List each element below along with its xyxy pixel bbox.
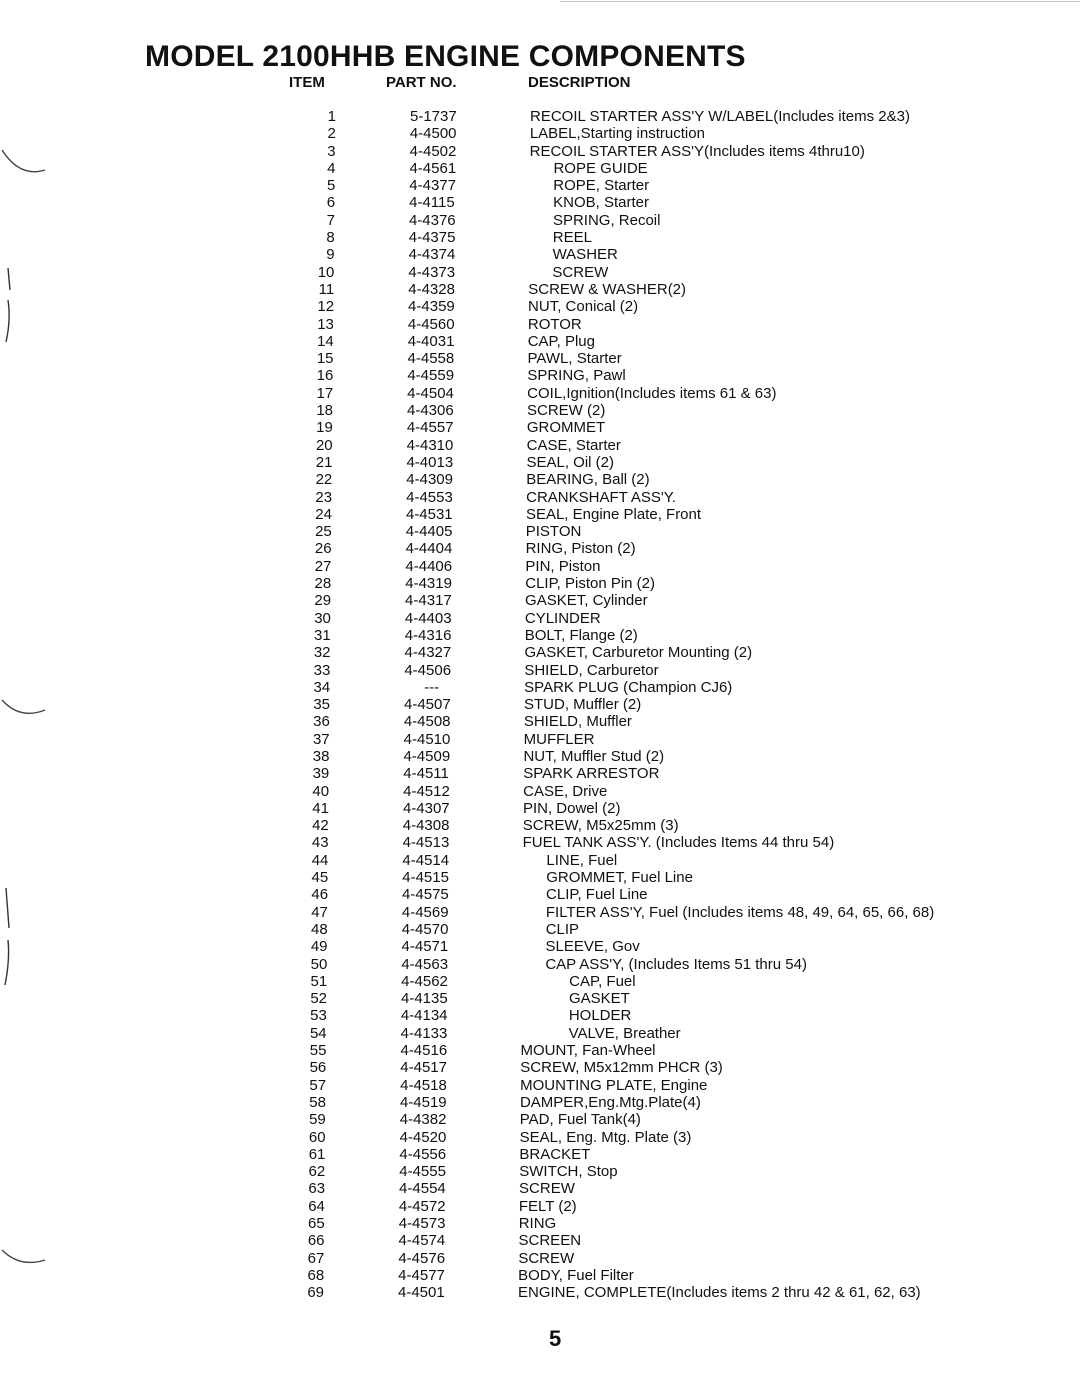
part-description: COIL,Ignition(Includes items 61 & 63) xyxy=(527,384,777,402)
item-number: 33 xyxy=(313,661,331,679)
part-number: 4-4519 xyxy=(399,1093,447,1111)
table-row xyxy=(0,783,1080,800)
part-number: 4-4575 xyxy=(402,886,449,904)
part-description: RING xyxy=(518,1215,557,1232)
table-row xyxy=(0,886,1080,903)
item-number: 15 xyxy=(316,350,334,368)
table-row xyxy=(0,610,1080,627)
part-description: SEAL, Engine Plate, Front xyxy=(525,505,702,523)
table-row xyxy=(0,229,1080,246)
part-description: CAP, Fuel xyxy=(569,972,636,990)
item-number: 2 xyxy=(327,125,336,143)
part-number: 4-4133 xyxy=(400,1024,448,1042)
part-description: PISTON xyxy=(525,523,582,541)
part-description: CYLINDER xyxy=(524,609,601,627)
item-number: 62 xyxy=(308,1163,326,1181)
part-number: 4-4563 xyxy=(401,955,449,973)
table-row xyxy=(0,973,1080,990)
table-row xyxy=(0,852,1080,869)
table-row xyxy=(0,160,1080,177)
item-number: 25 xyxy=(315,523,332,541)
part-number: 4-4115 xyxy=(409,194,455,212)
part-number: 4-4514 xyxy=(402,851,450,869)
item-number: 5 xyxy=(326,177,336,195)
part-description: PAD, Fuel Tank(4) xyxy=(519,1111,641,1129)
part-description: CRANKSHAFT ASS'Y. xyxy=(526,488,676,506)
item-number: 6 xyxy=(326,194,336,212)
item-number: 30 xyxy=(314,609,331,627)
table-row xyxy=(0,1077,1080,1094)
item-number: 48 xyxy=(311,920,328,938)
table-row xyxy=(0,921,1080,938)
table-row xyxy=(0,367,1080,384)
table-row xyxy=(0,662,1080,679)
part-description: NUT, Muffler Stud (2) xyxy=(523,747,665,765)
part-number: 4-4553 xyxy=(406,488,453,506)
item-number: 41 xyxy=(312,799,329,817)
part-number: 4-4319 xyxy=(405,575,452,593)
part-number: 4-4520 xyxy=(399,1128,447,1146)
part-number: 4-4328 xyxy=(408,280,455,298)
item-number: 56 xyxy=(309,1059,327,1077)
table-row xyxy=(0,1215,1080,1232)
part-description: GASKET, Cylinder xyxy=(525,592,648,610)
table-row xyxy=(0,1059,1080,1076)
part-number: 4-4508 xyxy=(403,713,451,731)
table-row xyxy=(0,990,1080,1007)
table-row xyxy=(0,1111,1080,1128)
part-description: NUT, Conical (2) xyxy=(528,298,639,316)
part-description: DAMPER,Eng.Mtg.Plate(4) xyxy=(519,1093,701,1111)
parts-list xyxy=(0,108,1080,1301)
item-number: 3 xyxy=(327,142,336,160)
item-number: 10 xyxy=(317,263,335,281)
part-number: 4-4377 xyxy=(409,177,456,195)
part-number: 4-4359 xyxy=(408,298,455,316)
item-number: 22 xyxy=(315,471,333,489)
table-row xyxy=(0,350,1080,367)
table-row xyxy=(0,1180,1080,1197)
part-description: SPRING, Pawl xyxy=(527,367,626,385)
part-number: 4-4557 xyxy=(406,419,454,437)
item-number: 37 xyxy=(312,730,330,748)
item-number: 45 xyxy=(311,869,329,887)
item-number: 24 xyxy=(315,505,332,523)
part-description: CAP, Plug xyxy=(527,332,595,350)
table-row xyxy=(0,489,1080,506)
item-number: 4 xyxy=(327,159,336,177)
part-number: 4-4509 xyxy=(403,747,451,765)
part-description: BOLT, Flange (2) xyxy=(524,626,638,644)
part-number: 4-4515 xyxy=(402,869,449,887)
item-number: 32 xyxy=(313,644,331,662)
part-number: 4-4517 xyxy=(400,1059,447,1077)
item-number: 18 xyxy=(316,402,333,420)
part-description: SCREW, M5x12mm PHCR (3) xyxy=(520,1059,723,1077)
table-row xyxy=(0,194,1080,211)
table-row xyxy=(0,246,1080,263)
part-description: GASKET, Carburetor Mounting (2) xyxy=(524,644,753,662)
part-description: RING, Piston (2) xyxy=(525,540,636,558)
part-number: 4-4518 xyxy=(400,1076,447,1094)
part-number: 4-4013 xyxy=(406,453,454,471)
part-number: 4-4555 xyxy=(399,1163,446,1181)
part-description: SEAL, Eng. Mtg. Plate (3) xyxy=(519,1128,692,1146)
table-row xyxy=(0,1163,1080,1180)
part-description: SCREW xyxy=(519,1180,575,1198)
part-number: 4-4511 xyxy=(403,765,449,783)
table-row xyxy=(0,281,1080,298)
table-row xyxy=(0,1007,1080,1024)
part-description: SLEEVE, Gov xyxy=(545,938,640,956)
item-number: 55 xyxy=(309,1042,327,1060)
item-number: 16 xyxy=(316,367,334,385)
table-row xyxy=(0,454,1080,471)
table-row xyxy=(0,298,1080,315)
page-number: 5 xyxy=(549,1326,562,1351)
part-description: LINE, Fuel xyxy=(546,851,618,869)
part-number: 4-4531 xyxy=(405,505,453,523)
item-number: 1 xyxy=(327,108,336,125)
item-number: 46 xyxy=(311,886,329,904)
part-number: 4-4316 xyxy=(404,626,452,644)
table-row xyxy=(0,627,1080,644)
item-number: 64 xyxy=(308,1197,325,1215)
item-number: 23 xyxy=(315,488,333,506)
part-description: ROTOR xyxy=(527,315,582,333)
item-number: 54 xyxy=(309,1024,327,1042)
part-number: 4-4309 xyxy=(406,471,453,489)
table-row xyxy=(0,316,1080,333)
part-description: KNOB, Starter xyxy=(553,194,649,212)
table-row xyxy=(0,1094,1080,1111)
table-row xyxy=(0,506,1080,523)
part-number: 4-4406 xyxy=(405,557,453,575)
item-number: 60 xyxy=(308,1128,326,1146)
item-number: 40 xyxy=(312,782,330,800)
part-description: SEAL, Oil (2) xyxy=(526,453,614,471)
part-number: 4-4376 xyxy=(408,211,456,229)
part-description: RECOIL STARTER ASS'Y W/LABEL(Includes items 2&3) xyxy=(530,108,910,125)
part-description: ENGINE, COMPLETE(Includes items 2 thru 42 & 61, 62, 63) xyxy=(518,1284,921,1302)
part-number: 4-4375 xyxy=(408,229,456,247)
part-description: WASHER xyxy=(552,246,618,264)
part-description: BODY, Fuel Filter xyxy=(518,1266,634,1284)
item-number: 17 xyxy=(316,384,334,402)
part-number: 4-4500 xyxy=(409,125,457,143)
table-row xyxy=(0,834,1080,851)
table-row xyxy=(0,264,1080,281)
table-row xyxy=(0,402,1080,419)
part-description: CASE, Drive xyxy=(523,782,608,800)
part-description: SHIELD, Carburetor xyxy=(524,661,659,679)
item-number: 7 xyxy=(326,211,335,229)
item-number: 35 xyxy=(313,696,330,714)
part-number: 4-4573 xyxy=(398,1215,446,1232)
item-number: 27 xyxy=(314,557,332,575)
part-number: 4-4403 xyxy=(404,609,452,627)
item-number: 39 xyxy=(312,765,330,783)
part-description: REEL xyxy=(552,229,592,247)
table-row xyxy=(0,644,1080,661)
part-description: FUEL TANK ASS'Y. (Includes Items 44 thru 54) xyxy=(522,834,835,852)
part-number: 4-4506 xyxy=(404,661,452,679)
item-number: 21 xyxy=(315,453,333,471)
item-number: 66 xyxy=(307,1232,325,1250)
part-description: PIN, Piston xyxy=(525,557,601,575)
part-number: 4-4135 xyxy=(401,990,448,1008)
part-description: PAWL, Starter xyxy=(527,350,622,368)
table-row xyxy=(0,696,1080,713)
item-number: 65 xyxy=(308,1215,325,1232)
part-number: 4-4569 xyxy=(401,903,449,921)
part-number: 4-4577 xyxy=(398,1266,445,1284)
item-number: 68 xyxy=(307,1266,325,1284)
item-number: 13 xyxy=(317,315,334,333)
table-row xyxy=(0,523,1080,540)
part-number: 4-4317 xyxy=(405,592,452,610)
item-number: 20 xyxy=(315,436,333,454)
part-description: CASE, Starter xyxy=(526,436,621,454)
table-row xyxy=(0,679,1080,696)
item-number: 28 xyxy=(314,575,332,593)
column-header-item: ITEM xyxy=(289,74,325,91)
table-row xyxy=(0,333,1080,350)
part-number: 4-4574 xyxy=(398,1232,446,1250)
part-number: --- xyxy=(424,678,440,696)
table-row xyxy=(0,800,1080,817)
item-number: 51 xyxy=(310,972,328,990)
part-number: 4-4570 xyxy=(401,920,449,938)
table-row xyxy=(0,731,1080,748)
part-number: 4-4031 xyxy=(407,332,455,350)
table-row xyxy=(0,1025,1080,1042)
table-row xyxy=(0,748,1080,765)
item-number: 63 xyxy=(308,1180,326,1198)
part-description: CLIP xyxy=(545,920,580,938)
item-number: 43 xyxy=(311,834,329,852)
part-number: 4-4562 xyxy=(401,972,448,990)
part-description: SCREW xyxy=(552,263,609,281)
table-row xyxy=(0,177,1080,194)
table-row xyxy=(0,1232,1080,1249)
part-number: 4-4556 xyxy=(399,1145,447,1163)
part-description: SCREW xyxy=(518,1249,575,1267)
table-row xyxy=(0,575,1080,592)
table-row xyxy=(0,713,1080,730)
part-description: STUD, Muffler (2) xyxy=(524,696,642,714)
item-number: 26 xyxy=(314,540,332,558)
part-description: ROPE, Starter xyxy=(553,177,650,195)
part-number: 4-4561 xyxy=(409,159,457,177)
table-row xyxy=(0,471,1080,488)
part-description: SCREW (2) xyxy=(527,402,606,420)
part-number: 4-4513 xyxy=(402,834,450,852)
part-number: 4-4382 xyxy=(399,1111,447,1129)
item-number: 36 xyxy=(313,713,330,731)
part-number: 4-4374 xyxy=(408,246,456,264)
part-description: ROPE GUIDE xyxy=(553,159,648,177)
item-number: 44 xyxy=(311,851,329,869)
table-row xyxy=(0,212,1080,229)
table-row xyxy=(0,1267,1080,1284)
table-row xyxy=(0,540,1080,557)
table-row xyxy=(0,1129,1080,1146)
part-number: 4-4310 xyxy=(406,436,454,454)
part-description: SCREEN xyxy=(518,1232,582,1250)
column-header-description: DESCRIPTION xyxy=(528,74,631,91)
part-description: MUFFLER xyxy=(523,730,595,748)
top-rule xyxy=(560,1,1080,2)
part-description: SCREW & WASHER(2) xyxy=(528,280,687,298)
part-number: 4-4554 xyxy=(399,1180,446,1198)
item-number: 59 xyxy=(309,1111,326,1129)
table-row xyxy=(0,419,1080,436)
part-description: SPARK PLUG (Champion CJ6) xyxy=(524,678,733,696)
part-number: 4-4306 xyxy=(407,402,454,420)
item-number: 61 xyxy=(308,1145,326,1163)
part-number: 4-4510 xyxy=(403,730,451,748)
part-description: CLIP, Piston Pin (2) xyxy=(525,575,656,593)
part-number: 4-4308 xyxy=(402,817,450,835)
item-number: 67 xyxy=(307,1249,325,1267)
part-description: BRACKET xyxy=(519,1145,591,1163)
table-row xyxy=(0,1250,1080,1267)
part-description: SWITCH, Stop xyxy=(519,1163,618,1181)
part-number: 4-4134 xyxy=(400,1007,448,1025)
item-number: 53 xyxy=(310,1007,327,1025)
item-number: 50 xyxy=(310,955,328,973)
page-title: MODEL 2100HHB ENGINE COMPONENTS xyxy=(145,40,746,73)
item-number: 14 xyxy=(317,332,334,350)
part-number: 4-4504 xyxy=(407,384,454,402)
part-description: FILTER ASS'Y, Fuel (Includes items 48, 49, 64, 65, 66, 68) xyxy=(545,903,935,921)
part-description: SPARK ARRESTOR xyxy=(523,765,660,783)
table-row xyxy=(0,1284,1080,1301)
part-number: 4-4404 xyxy=(405,540,453,558)
item-number: 11 xyxy=(318,280,335,298)
part-description: VALVE, Breather xyxy=(568,1024,681,1042)
item-number: 8 xyxy=(326,229,335,247)
part-number: 4-4501 xyxy=(398,1284,445,1302)
table-row xyxy=(0,817,1080,834)
column-header-part-no: PART NO. xyxy=(386,74,457,91)
item-number: 34 xyxy=(313,678,331,696)
part-number: 4-4327 xyxy=(404,644,452,662)
part-description: SHIELD, Muffler xyxy=(523,713,632,731)
table-row xyxy=(0,143,1080,160)
part-number: 4-4507 xyxy=(404,696,451,714)
item-number: 57 xyxy=(309,1076,327,1094)
item-number: 9 xyxy=(326,246,335,264)
part-description: BEARING, Ball (2) xyxy=(526,471,650,489)
part-description: GROMMET xyxy=(526,419,606,437)
table-row xyxy=(0,956,1080,973)
table-row xyxy=(0,125,1080,142)
part-number: 4-4560 xyxy=(407,315,455,333)
part-description: SPRING, Recoil xyxy=(552,211,661,229)
part-number: 4-4571 xyxy=(401,938,449,956)
table-row xyxy=(0,765,1080,782)
part-description: CLIP, Fuel Line xyxy=(546,886,648,904)
part-description: GROMMET, Fuel Line xyxy=(546,869,693,887)
part-number: 4-4512 xyxy=(403,782,450,800)
item-number: 31 xyxy=(314,626,331,644)
table-row xyxy=(0,108,1080,125)
part-description: FELT (2) xyxy=(518,1197,577,1215)
part-number: 4-4559 xyxy=(407,367,455,385)
part-number: 4-4576 xyxy=(398,1249,446,1267)
table-row xyxy=(0,1146,1080,1163)
part-number: 4-4516 xyxy=(400,1042,448,1060)
item-number: 29 xyxy=(314,592,332,610)
item-number: 19 xyxy=(316,419,333,437)
item-number: 52 xyxy=(310,990,327,1008)
item-number: 58 xyxy=(309,1093,326,1111)
item-number: 69 xyxy=(307,1284,324,1302)
table-row xyxy=(0,938,1080,955)
item-number: 47 xyxy=(311,903,328,921)
part-description: PIN, Dowel (2) xyxy=(522,799,621,817)
part-number: 4-4558 xyxy=(407,350,455,368)
table-row xyxy=(0,385,1080,402)
part-description: CAP ASS'Y, (Includes Items 51 thru 54) xyxy=(545,955,807,973)
table-row xyxy=(0,904,1080,921)
part-description: GASKET xyxy=(569,990,630,1008)
item-number: 42 xyxy=(312,817,329,835)
part-description: HOLDER xyxy=(568,1007,632,1025)
table-row xyxy=(0,558,1080,575)
table-row xyxy=(0,1042,1080,1059)
item-number: 12 xyxy=(317,298,335,316)
part-number: 4-4307 xyxy=(402,799,450,817)
part-description: SCREW, M5x25mm (3) xyxy=(522,817,679,835)
part-description: LABEL,Starting instruction xyxy=(529,125,705,143)
part-description: RECOIL STARTER ASS'Y(Includes items 4thru10) xyxy=(529,142,865,160)
part-number: 4-4502 xyxy=(409,142,457,160)
table-row xyxy=(0,869,1080,886)
table-row xyxy=(0,592,1080,609)
table-row xyxy=(0,437,1080,454)
table-row xyxy=(0,1198,1080,1215)
item-number: 38 xyxy=(312,747,330,765)
item-number: 49 xyxy=(310,938,328,956)
part-number: 4-4572 xyxy=(398,1197,446,1215)
part-description: MOUNT, Fan-Wheel xyxy=(520,1042,656,1060)
part-number: 4-4373 xyxy=(408,263,456,281)
part-number: 5-1737 xyxy=(410,108,457,125)
part-number: 4-4405 xyxy=(405,523,453,541)
part-description: MOUNTING PLATE, Engine xyxy=(520,1076,708,1094)
